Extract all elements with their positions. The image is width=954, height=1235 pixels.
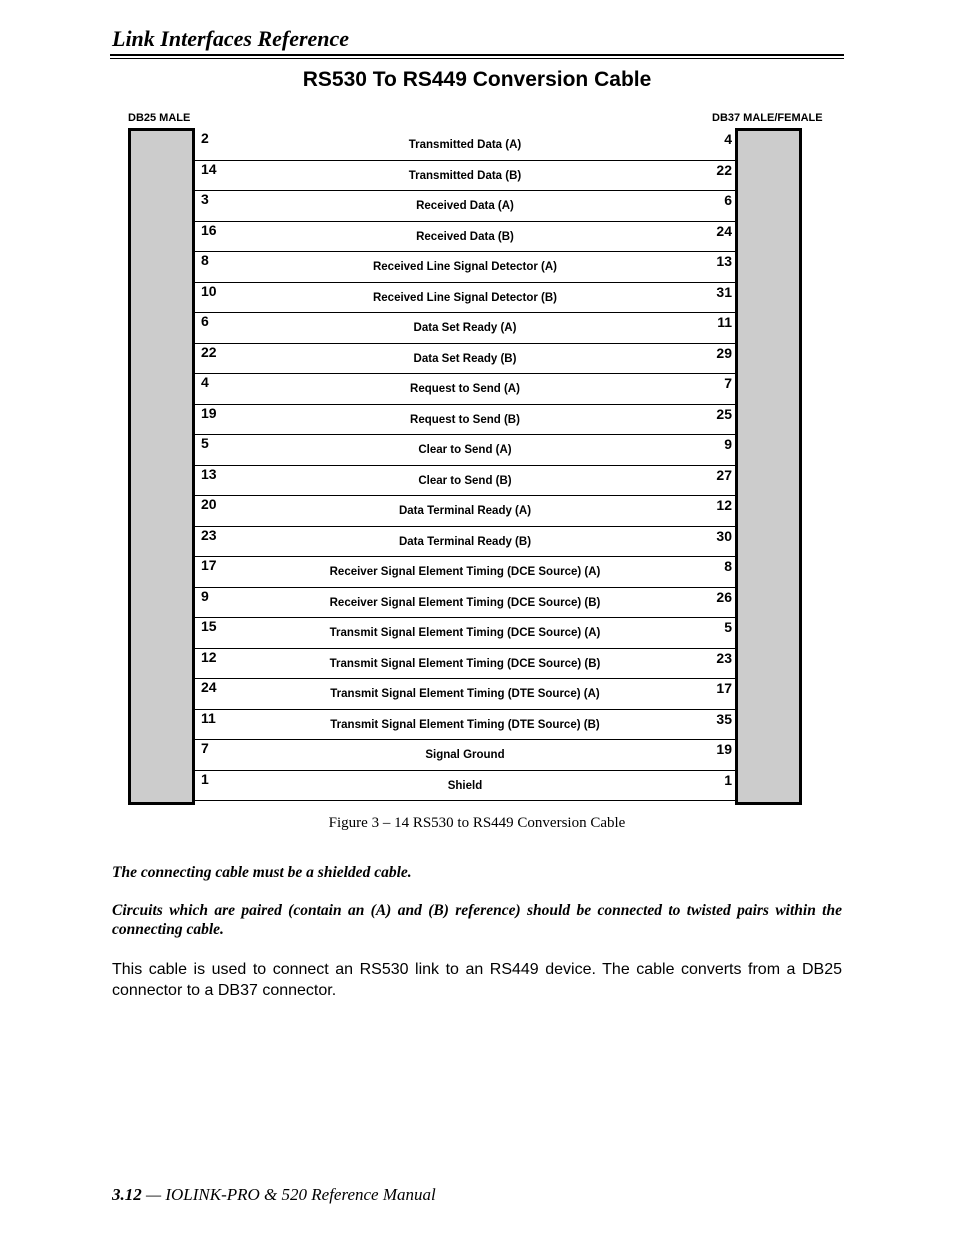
signal-name: Clear to Send (A) [418, 444, 512, 456]
db25-pin-number: 1 [201, 770, 209, 787]
db25-pin-number: 17 [201, 557, 217, 573]
signal-name: Request to Send (B) [410, 413, 520, 426]
db25-connector-shape [128, 128, 195, 805]
db37-pin-number: 7 [724, 375, 732, 391]
db37-pin-number: 27 [716, 466, 732, 483]
signal-name: Transmit Signal Element Timing (DCE Source) (B) [329, 657, 601, 670]
db25-pin-number: 13 [201, 465, 217, 482]
signal-name: Data Terminal Ready (A) [398, 505, 532, 517]
pin-row [195, 588, 735, 619]
signal-name: Data Terminal Ready (B) [398, 535, 532, 548]
pin-row [195, 252, 735, 283]
right-connector-label: DB37 MALE/FEMALE [712, 112, 823, 124]
pin-row [195, 771, 735, 802]
signal-name: Receiver Signal Element Timing (DCE Source) (B) [329, 596, 601, 609]
pin-row [195, 466, 735, 497]
db37-pin-number: 22 [716, 161, 732, 178]
signal-name: Request to Send (A) [410, 383, 520, 395]
page-title: RS530 To RS449 Conversion Cable [302, 68, 652, 91]
pin-row [195, 740, 735, 771]
pin-row [195, 222, 735, 253]
db25-pin-number: 2 [201, 130, 209, 146]
signal-name: Transmit Signal Element Timing (DCE Source) (A) [329, 627, 601, 639]
pin-row [195, 710, 735, 741]
db37-pin-number: 23 [716, 649, 732, 666]
pin-row [195, 527, 735, 558]
signal-name: Data Set Ready (A) [413, 322, 517, 334]
pin-row [195, 161, 735, 192]
db37-pin-number: 30 [716, 527, 732, 544]
signal-name: Received Line Signal Detector (B) [372, 291, 558, 304]
db25-pin-number: 10 [201, 282, 217, 299]
db37-pin-number: 11 [717, 314, 732, 330]
db37-pin-number: 12 [716, 497, 732, 513]
db37-pin-number: 29 [716, 344, 732, 361]
db37-pin-number: 24 [716, 222, 732, 239]
header-rule [110, 54, 844, 56]
db25-pin-number: 9 [201, 587, 209, 604]
db25-pin-number: 24 [201, 679, 217, 695]
db37-pin-number: 31 [716, 283, 732, 300]
signal-name: Clear to Send (B) [418, 474, 512, 487]
db37-pin-number: 1 [724, 771, 732, 788]
note-twisted-pairs: Circuits which are paired (contain an (A) and (B) reference) should be connected to twisted pairs within the connecting cable. [112, 902, 842, 938]
pin-row [195, 191, 735, 222]
left-connector-label: DB25 MALE [128, 112, 191, 124]
signal-name: Transmitted Data (A) [408, 139, 522, 151]
db25-pin-number: 8 [201, 252, 209, 268]
pin-row [195, 435, 735, 466]
pin-row [195, 496, 735, 527]
pin-row [195, 405, 735, 436]
db37-pin-number: 13 [716, 253, 732, 269]
signal-name: Shield [447, 779, 483, 792]
signal-name: Received Line Signal Detector (A) [372, 261, 558, 273]
figure-caption: Figure 3 – 14 RS530 to RS449 Conversion Cable [328, 815, 626, 831]
db25-pin-number: 20 [201, 496, 217, 512]
body-paragraph: This cable is used to connect an RS530 link to an RS449 device. The cable converts from a DB25 connector to a DB37 connector. [112, 961, 842, 999]
db25-pin-number: 19 [201, 404, 217, 421]
db25-pin-number: 22 [201, 343, 217, 360]
db37-pin-number: 5 [724, 619, 732, 635]
db25-pin-number: 6 [201, 313, 209, 329]
header-rule-thin [110, 58, 844, 59]
db25-pin-number: 4 [201, 374, 209, 390]
db37-pin-number: 25 [716, 405, 732, 422]
signal-name: Received Data (B) [416, 230, 514, 243]
footer-page-number: 3.12 [112, 1185, 142, 1204]
signal-name: Received Data (A) [416, 200, 514, 212]
pin-row [195, 374, 735, 405]
db37-pin-number: 9 [724, 436, 732, 452]
signal-name: Transmit Signal Element Timing (DTE Source) (B) [330, 718, 600, 731]
db25-pin-number: 5 [201, 435, 209, 451]
signal-name: Transmitted Data (B) [408, 169, 522, 182]
db25-pin-number: 11 [201, 709, 216, 726]
db37-pin-number: 35 [716, 710, 732, 727]
pin-row [195, 313, 735, 344]
db37-pin-number: 6 [724, 192, 732, 208]
db25-pin-number: 12 [201, 648, 217, 665]
signal-name: Transmit Signal Element Timing (DTE Source) (A) [330, 688, 600, 700]
db37-pin-number: 8 [724, 558, 732, 574]
page-footer [112, 1185, 436, 1205]
pin-row [195, 130, 735, 161]
db37-pin-number: 26 [716, 588, 732, 605]
pin-row [195, 618, 735, 649]
pin-row [195, 344, 735, 375]
db37-pin-number: 17 [716, 680, 732, 696]
db25-pin-number: 15 [201, 618, 217, 634]
footer-text: — IOLINK-PRO & 520 Reference Manual [141, 1185, 436, 1204]
header-title: Link Interfaces Reference [112, 26, 350, 51]
db25-pin-number: 14 [201, 160, 217, 177]
db37-connector-shape [735, 128, 802, 805]
signal-name: Data Set Ready (B) [413, 352, 517, 365]
pin-row [195, 283, 735, 314]
pin-mapping-table [195, 130, 735, 801]
db37-pin-number: 4 [724, 131, 732, 147]
db25-pin-number: 23 [201, 526, 217, 543]
db25-pin-number: 7 [201, 740, 209, 756]
note-shielded-cable: The connecting cable must be a shielded cable. [112, 864, 412, 881]
pin-row [195, 679, 735, 710]
signal-name: Signal Ground [425, 749, 505, 761]
db25-pin-number: 16 [201, 221, 217, 238]
db25-pin-number: 3 [201, 191, 209, 207]
pin-row [195, 557, 735, 588]
pin-row [195, 649, 735, 680]
db37-pin-number: 19 [716, 741, 732, 757]
signal-name: Receiver Signal Element Timing (DCE Source) (A) [329, 566, 601, 578]
